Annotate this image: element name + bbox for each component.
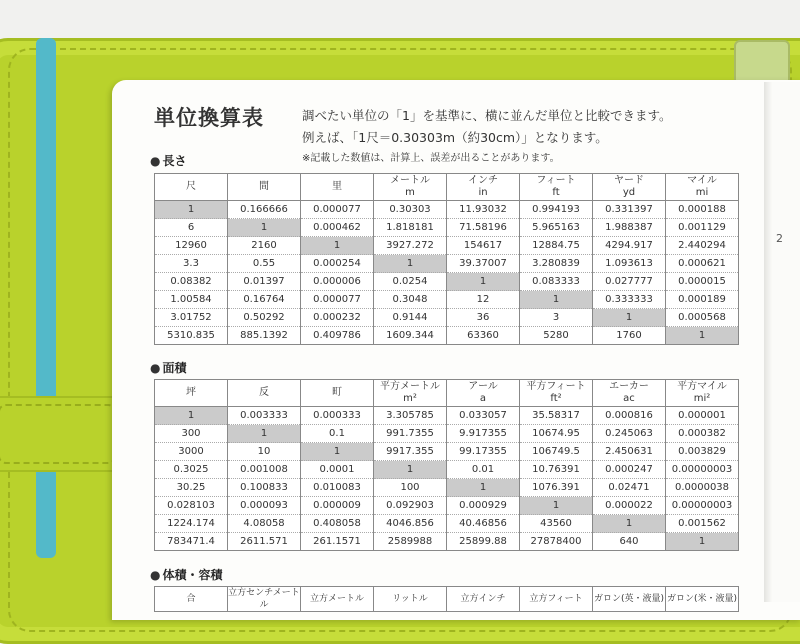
page-title: 単位換算表: [154, 106, 264, 130]
table-cell: 3927.272: [374, 237, 447, 255]
table-cell: 10674.95: [520, 425, 593, 443]
table-row: [155, 461, 739, 479]
column-header: [593, 380, 666, 407]
length-table: [154, 173, 739, 345]
table-cell: 39.37007: [447, 255, 520, 273]
table-cell: 0.000621: [666, 255, 739, 273]
header-label: 里: [332, 181, 342, 192]
table-cell: 0.9144: [374, 309, 447, 327]
table-row: [155, 515, 739, 533]
table-row: [155, 273, 739, 291]
table-cell: 0.01: [447, 461, 520, 479]
table-cell: 885.1392: [228, 327, 301, 345]
table-cell: 36: [447, 309, 520, 327]
header-label: 平方メートル: [380, 381, 440, 392]
table-cell: 0.000093: [228, 497, 301, 515]
header-unit: m²: [403, 393, 417, 404]
header-unit: a: [479, 393, 487, 404]
table-cell: 783471.4: [155, 533, 228, 551]
table-cell: 0.245063: [593, 425, 666, 443]
column-header: [155, 380, 228, 407]
table-cell: 0.0254: [374, 273, 447, 291]
table-cell: 9917.355: [374, 443, 447, 461]
table-cell: 0.00000003: [666, 497, 739, 515]
table-row: [155, 255, 739, 273]
volume-table: [154, 586, 739, 612]
table-cell: 0.3048: [374, 291, 447, 309]
column-header: [228, 380, 301, 407]
table-cell: 0.001562: [666, 515, 739, 533]
table-cell: 1: [301, 443, 374, 461]
table-cell: 3.280839: [520, 255, 593, 273]
header-label: 間: [259, 181, 269, 192]
table-cell: 0.00000003: [666, 461, 739, 479]
table-cell: 1: [228, 425, 301, 443]
table-cell: 43560: [520, 515, 593, 533]
table-cell: 2.450631: [593, 443, 666, 461]
header-label: 平方フィート: [526, 381, 586, 392]
table-cell: 100: [374, 479, 447, 497]
table-cell: 0.000254: [301, 255, 374, 273]
table-cell: 0.000189: [666, 291, 739, 309]
column-header: [666, 380, 739, 407]
table-cell: 0.010083: [301, 479, 374, 497]
table-cell: 0.333333: [593, 291, 666, 309]
table-cell: 12: [447, 291, 520, 309]
table-cell: 1076.391: [520, 479, 593, 497]
table-cell: 0.100833: [228, 479, 301, 497]
table-cell: 154617: [447, 237, 520, 255]
table-cell: 1.818181: [374, 219, 447, 237]
table-cell: 0.000462: [301, 219, 374, 237]
header-row: [155, 174, 739, 201]
column-header: 立方メートル: [301, 587, 374, 612]
table-cell: 1: [666, 327, 739, 345]
table-cell: 1: [447, 479, 520, 497]
table-cell: 261.1571: [301, 533, 374, 551]
area-table: [154, 379, 739, 551]
table-cell: 0.000382: [666, 425, 739, 443]
table-cell: 1: [447, 273, 520, 291]
table-cell: 0.1: [301, 425, 374, 443]
table-cell: 9.917355: [447, 425, 520, 443]
header-label: 反: [259, 387, 269, 398]
table-cell: 4.08058: [228, 515, 301, 533]
table-cell: 1: [155, 407, 228, 425]
table-cell: 0.30303: [374, 201, 447, 219]
header-row: [155, 380, 739, 407]
section-label: 体積・容積: [162, 568, 223, 582]
table-cell: 0.01397: [228, 273, 301, 291]
table-cell: 0.0000038: [666, 479, 739, 497]
table-cell: 1.988387: [593, 219, 666, 237]
column-header: [301, 174, 374, 201]
table-cell: 3.01752: [155, 309, 228, 327]
section-heading-length: ● 長さ: [150, 154, 187, 168]
table-cell: 0.000232: [301, 309, 374, 327]
column-header: [520, 174, 593, 201]
table-row: [155, 291, 739, 309]
header-unit: m: [405, 187, 415, 198]
table-cell: 6: [155, 219, 228, 237]
column-header: [374, 380, 447, 407]
table-cell: 0.000022: [593, 497, 666, 515]
table-cell: 99.17355: [447, 443, 520, 461]
table-cell: 1: [301, 237, 374, 255]
header-unit: ft²: [550, 393, 562, 404]
table-cell: 0.50292: [228, 309, 301, 327]
next-page-number: 2: [776, 232, 783, 245]
table-cell: 0.033057: [447, 407, 520, 425]
table-cell: 3.3: [155, 255, 228, 273]
header-label: アール: [468, 381, 498, 392]
table-cell: 2160: [228, 237, 301, 255]
header-unit: in: [478, 187, 488, 198]
table-cell: 1: [520, 291, 593, 309]
table-cell: 1: [374, 461, 447, 479]
header-unit: ft: [552, 187, 560, 198]
table-row: [155, 219, 739, 237]
table-cell: 1760: [593, 327, 666, 345]
table-cell: 0.000077: [301, 291, 374, 309]
table-cell: 106749.5: [520, 443, 593, 461]
table-cell: 1.093613: [593, 255, 666, 273]
table-row: [155, 237, 739, 255]
table-cell: 0.000077: [301, 201, 374, 219]
table-cell: 1: [520, 497, 593, 515]
table-cell: 3000: [155, 443, 228, 461]
table-cell: 1: [666, 533, 739, 551]
table-cell: 12884.75: [520, 237, 593, 255]
table-cell: 1: [593, 309, 666, 327]
table-cell: 1: [228, 219, 301, 237]
header-label: 坪: [186, 387, 196, 398]
table-cell: 0.000816: [593, 407, 666, 425]
table-row: [155, 327, 739, 345]
header-label: フィート: [536, 175, 576, 186]
column-header: 立方センチメートル: [228, 588, 300, 610]
table-cell: 0.001008: [228, 461, 301, 479]
table-cell: 10.76391: [520, 461, 593, 479]
table-cell: 0.409786: [301, 327, 374, 345]
column-header: [301, 380, 374, 407]
table-cell: 2.440294: [666, 237, 739, 255]
table-cell: 0.02471: [593, 479, 666, 497]
table-cell: 991.7355: [374, 425, 447, 443]
table-cell: 0.000333: [301, 407, 374, 425]
column-header: [374, 174, 447, 201]
column-header: [228, 174, 301, 201]
table-cell: 0.001129: [666, 219, 739, 237]
header-label: マイル: [687, 175, 717, 186]
column-header: ガロン(米・液量): [666, 587, 739, 612]
table-cell: 4046.856: [374, 515, 447, 533]
table-cell: 0.55: [228, 255, 301, 273]
table-cell: 5310.835: [155, 327, 228, 345]
table-cell: 1609.344: [374, 327, 447, 345]
accuracy-note: ※記載した数値は、計算上、誤差が出ることがあります。: [302, 153, 560, 164]
table-cell: 0.0001: [301, 461, 374, 479]
table-row: [155, 425, 739, 443]
table-cell: 0.083333: [520, 273, 593, 291]
table-row: [155, 443, 739, 461]
table-cell: 0.092903: [374, 497, 447, 515]
header-label: エーカー: [609, 381, 649, 392]
column-header: 合: [155, 587, 228, 612]
column-header: [593, 174, 666, 201]
column-header: [447, 380, 520, 407]
section-heading-area: ● 面積: [150, 361, 187, 375]
header-row: [155, 587, 739, 612]
table-cell: 35.58317: [520, 407, 593, 425]
table-cell: 12960: [155, 237, 228, 255]
table-cell: 1: [593, 515, 666, 533]
section-label: 長さ: [162, 154, 187, 168]
table-cell: 0.000015: [666, 273, 739, 291]
table-cell: 0.166666: [228, 201, 301, 219]
table-row: [155, 497, 739, 515]
header-label: メートル: [390, 175, 430, 186]
table-cell: 0.000568: [666, 309, 739, 327]
header-label: ヤード: [614, 175, 644, 186]
column-header: [666, 174, 739, 201]
table-row: [155, 479, 739, 497]
table-cell: 5.965163: [520, 219, 593, 237]
section-label: 面積: [162, 361, 187, 375]
table-cell: 0.000929: [447, 497, 520, 515]
column-header: 立方インチ: [447, 587, 520, 612]
header-unit: yd: [622, 187, 636, 198]
table-cell: 11.93032: [447, 201, 520, 219]
table-cell: 5280: [520, 327, 593, 345]
header-label: 平方マイル: [677, 381, 727, 392]
table-cell: 40.46856: [447, 515, 520, 533]
header-label: 尺: [186, 181, 196, 192]
table-cell: 0.003333: [228, 407, 301, 425]
page-gutter: [764, 82, 772, 602]
table-cell: 3: [520, 309, 593, 327]
table-cell: 1224.174: [155, 515, 228, 533]
table-cell: 300: [155, 425, 228, 443]
closure-strap: [0, 396, 124, 472]
table-cell: 30.25: [155, 479, 228, 497]
table-cell: 0.028103: [155, 497, 228, 515]
table-row: [155, 201, 739, 219]
table-cell: 0.3025: [155, 461, 228, 479]
table-cell: 0.16764: [228, 291, 301, 309]
table-cell: 25899.88: [447, 533, 520, 551]
column-header: ガロン(英・液量): [593, 587, 666, 612]
table-cell: 4294.917: [593, 237, 666, 255]
table-cell: 0.000006: [301, 273, 374, 291]
column-header: [520, 380, 593, 407]
column-header: リットル: [374, 587, 447, 612]
table-cell: 71.58196: [447, 219, 520, 237]
next-page-edge: [772, 82, 800, 602]
table-row: [155, 309, 739, 327]
table-cell: 10: [228, 443, 301, 461]
header-unit: mi²: [693, 393, 711, 404]
description-line-2: 例えば、「1尺＝0.30303m（約30cm）」となります。: [302, 130, 608, 145]
table-cell: 1: [374, 255, 447, 273]
header-label: 町: [332, 387, 342, 398]
table-cell: 0.027777: [593, 273, 666, 291]
table-cell: 0.000001: [666, 407, 739, 425]
header-unit: ac: [623, 393, 635, 404]
table-cell: 0.000188: [666, 201, 739, 219]
table-cell: 640: [593, 533, 666, 551]
section-heading-volume: ● 体積・容積: [150, 568, 223, 582]
table-row: [155, 407, 739, 425]
table-cell: 1: [155, 201, 228, 219]
table-row: [155, 533, 739, 551]
table-cell: 0.408058: [301, 515, 374, 533]
table-cell: 0.08382: [155, 273, 228, 291]
table-cell: 0.000009: [301, 497, 374, 515]
column-header: [155, 174, 228, 201]
table-cell: 3.305785: [374, 407, 447, 425]
table-cell: 2611.571: [228, 533, 301, 551]
table-cell: 0.331397: [593, 201, 666, 219]
column-header: 立方フィート: [520, 587, 593, 612]
description-line-1: 調べたい単位の「1」を基準に、横に並んだ単位と比較できます。: [302, 108, 672, 123]
table-cell: 0.994193: [520, 201, 593, 219]
column-header: [447, 174, 520, 201]
cover-inner-edge: [36, 38, 56, 558]
table-cell: 1.00584: [155, 291, 228, 309]
header-unit: mi: [695, 187, 709, 198]
table-cell: 0.003829: [666, 443, 739, 461]
table-cell: 27878400: [520, 533, 593, 551]
table-cell: 63360: [447, 327, 520, 345]
header-label: インチ: [468, 175, 498, 186]
table-cell: 0.000247: [593, 461, 666, 479]
table-cell: 2589988: [374, 533, 447, 551]
